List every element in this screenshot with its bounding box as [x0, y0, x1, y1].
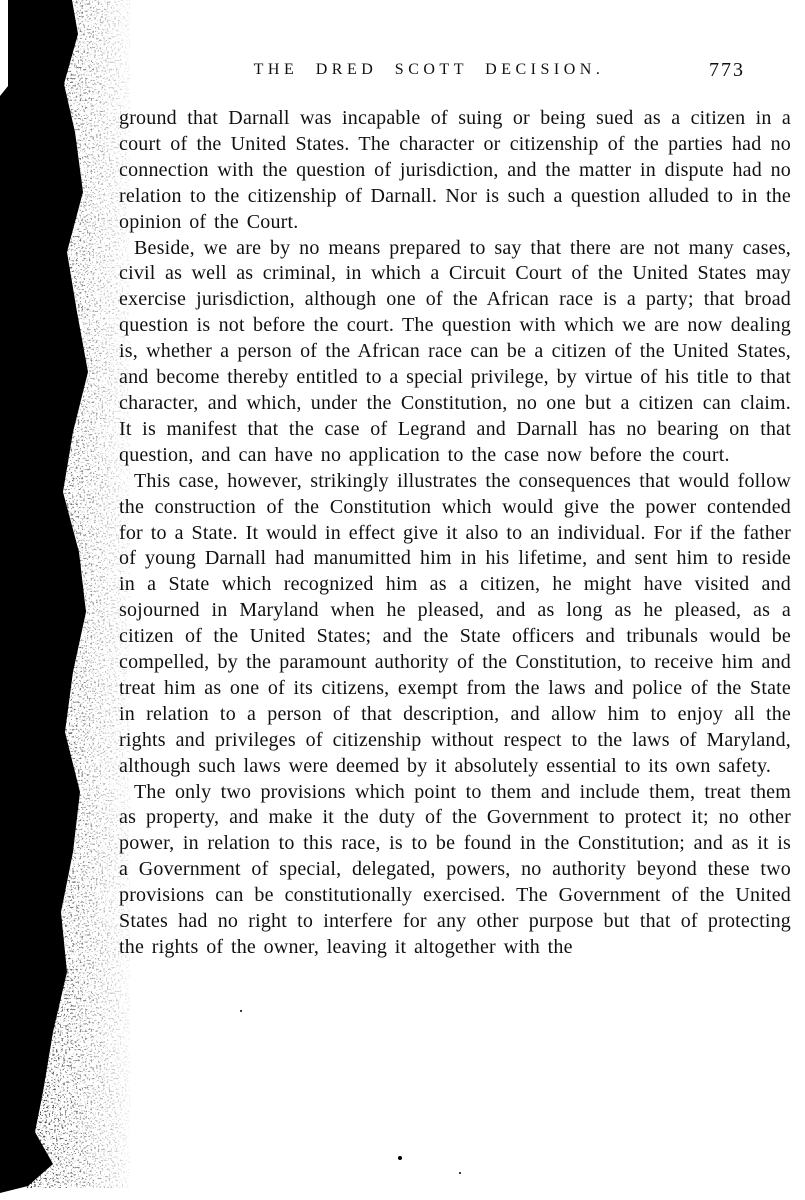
scan-speck — [398, 1156, 402, 1160]
scan-speck — [459, 1172, 461, 1174]
page-content — [119, 56, 791, 961]
page-header-title: THE DRED SCOTT DECISION. — [253, 61, 605, 78]
body-paragraph: This case, however, strikingly illustrates the consequences that would follow the construction of the Constitution which would give the power contended for to a State. It would in effect give it also to an individual. For if the father of young Darnall had manumitted him in his lifetime, and sent him to reside in a State which recognized him as a citizen, he might have visited and sojourned in Maryland when he pleased, and as long as he pleased, as a citizen of the United States; and the State officers and tribunals would be compelled, by the paramount authority of the Constitution, to receive him and treat him as one of its citizens, exempt from the laws and police of the State in relation to a person of that description, and allow him to enjoy all the rights and privileges of citizenship without respect to the laws of Maryland, although such laws were deemed by it absolutely essential to its own safety. — [119, 469, 791, 777]
scan-speck — [240, 1010, 242, 1012]
body-paragraph: Beside, we are by no means prepared to say that there are not many cases, civil as well as criminal, in which a Circuit Court of the United States may exercise jurisdiction, although one of the African race is a party; that broad question is not before the court. The question with which we are now dealing is, whether a person of the African race can be a citizen of the United States, and become thereby entitled to a special privilege, by virtue of his title to that character, and which, under the Constitution, no one but a citizen can claim. It is manifest that the case of Legrand and Darnall has no bearing on that question, and can have no application to the case now before the court. — [119, 236, 791, 466]
body-paragraph: ground that Darnall was incapable of suing or being sued as a citizen in a court of the United States. The character or citizenship of the parties had no connection with the question of jurisdiction, and the matter in dispute had no relation to the citizenship of Darnall. Nor is such a question alluded to in the opinion of the Court. — [119, 107, 791, 233]
body-paragraph: The only two provisions which point to them and include them, treat them as property, and make it the duty of the Government to protect it; no other power, in relation to this race, is to be found in the Constitution; and as it is a Government of special, delegated, powers, no authority beyond these two provisions can be constitutionally exercised. The Government of the United States had no right to interfere for any other purpose but that of protecting the rights of the owner, leaving it altogether with the — [119, 780, 791, 958]
page-body — [119, 106, 791, 961]
page-header — [119, 56, 791, 90]
page-number: 773 — [709, 59, 745, 81]
